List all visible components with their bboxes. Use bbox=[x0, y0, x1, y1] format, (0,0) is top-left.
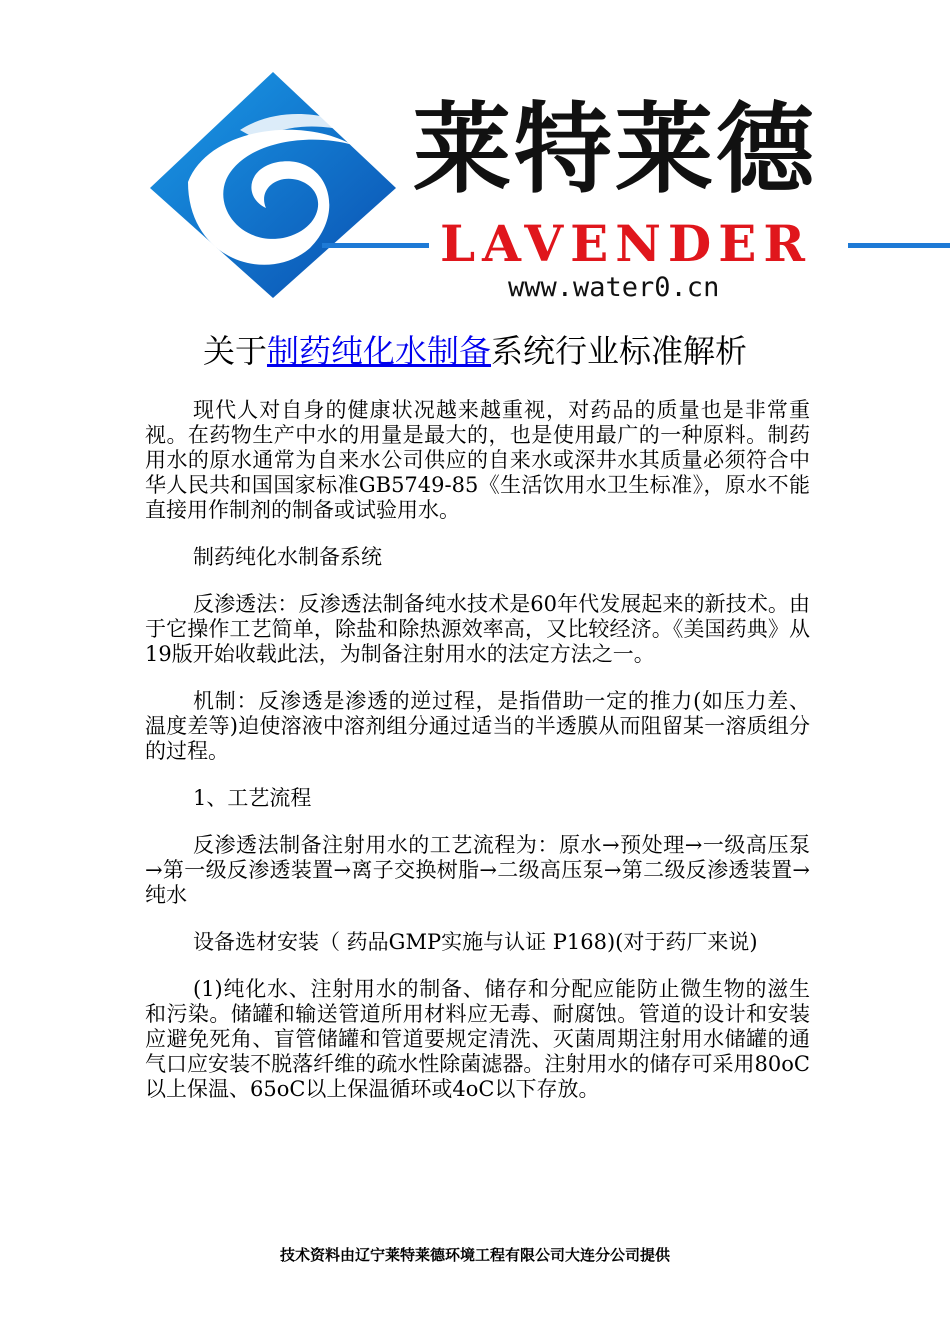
title-link[interactable]: 制药纯化水制备 bbox=[266, 332, 491, 370]
brand-chinese-name: 莱特莱德 bbox=[413, 93, 818, 207]
title-suffix: 系统行业标准解析 bbox=[491, 332, 748, 370]
water-swirl-diamond-icon bbox=[148, 70, 398, 300]
paragraph-requirements: (1)纯化水、注射用水的制备、储存和分配应能防止微生物的滋生和污染。储罐和输送管道所用材料应无毒、耐腐蚀。管道的设计和安装应避免死角、盲管储罐和管道要规定清洗、灭菌周期注射用水储罐的通气口应安装不脱落纤维的疏水性除菌滤器。注射用水的储存可采用80oC以上保温、65oC以上保温循环或4oC以下存放。 bbox=[145, 977, 810, 1101]
paragraph-section-heading: 制药纯化水制备系统 bbox=[193, 545, 382, 569]
brand-rule-left bbox=[322, 243, 429, 248]
paragraph-process-heading: 1、工艺流程 bbox=[193, 786, 312, 810]
document-body bbox=[145, 398, 810, 1124]
title-prefix: 关于 bbox=[202, 332, 267, 370]
paragraph-reverse-osmosis: 反渗透法：反渗透法制备纯水技术是60年代发展起来的新技术。由于它操作工艺简单，除盐和除热源效率高，又比较经济。《美国药典》从19版开始收载此法，为制备注射用水的法定方法之一。 bbox=[145, 592, 810, 666]
website-url: www.water0.cn bbox=[508, 272, 720, 303]
paragraph-mechanism: 机制：反渗透是渗透的逆过程，是指借助一定的推力(如压力差、温度差等)迫使溶液中溶剂组分通过适当的半透膜从而阻留某一溶质组分的过程。 bbox=[145, 689, 810, 763]
paragraph-equipment-heading: 设备选材安装（ 药品GMP实施与认证 P168)(对于药厂来说) bbox=[193, 930, 758, 954]
paragraph-process-flow: 反渗透法制备注射用水的工艺流程为：原水→预处理→一级高压泵→第一级反渗透装置→离子交换树脂→二级高压泵→第二级反渗透装置→纯水 bbox=[145, 833, 810, 907]
header bbox=[0, 0, 950, 320]
brand-english-name: LAVENDER bbox=[440, 214, 812, 273]
paragraph-intro: 现代人对自身的健康状况越来越重视，对药品的质量也是非常重视。在药物生产中水的用量是最大的，也是使用最广的一种原料。制药用水的原水通常为自来水公司供应的自来水或深井水其质量必须符合中华人民共和国国家标准GB5749-85《生活饮用水卫生标准》，原水不能直接用作制剂的制备或试验用水。 bbox=[145, 398, 810, 522]
page-title bbox=[0, 330, 950, 372]
footer-note: 技术资料由辽宁莱特莱德环境工程有限公司大连分公司提供 bbox=[279, 1246, 670, 1264]
brand-rule-right bbox=[848, 243, 950, 248]
